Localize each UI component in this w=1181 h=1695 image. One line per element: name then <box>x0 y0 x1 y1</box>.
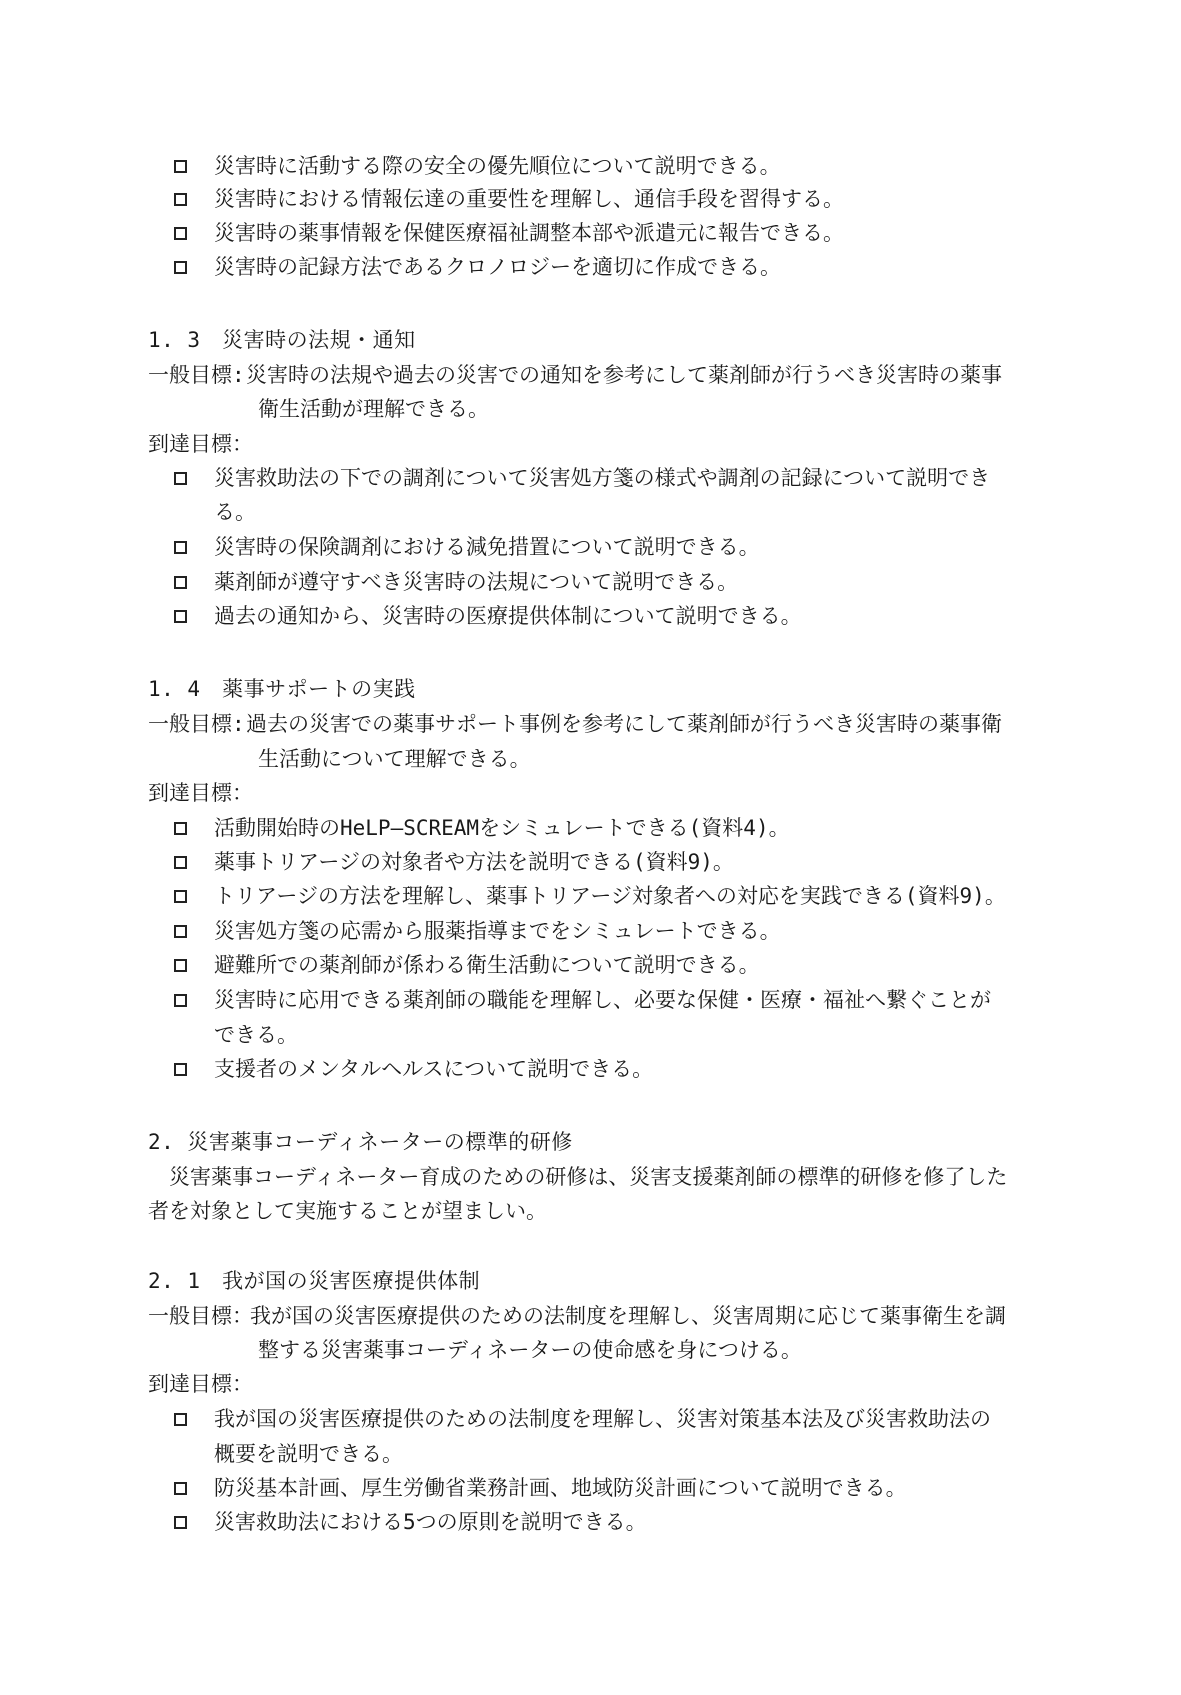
checkbox[interactable] <box>174 160 187 173</box>
section-heading: 1. 4 薬事サポートの実践 <box>148 677 416 701</box>
checkbox[interactable] <box>174 472 187 485</box>
list-item: 我が国の災害医療提供のための法制度を理解し、災害対策基本法及び災害救助法の <box>214 1407 991 1431</box>
list-item: 薬事トリアージの対象者や方法を説明できる(資料9)。 <box>214 850 734 874</box>
checkbox[interactable] <box>174 994 187 1007</box>
target-goal-label: 到達目標： <box>148 781 253 805</box>
list-item: 避難所での薬剤師が係わる衛生活動について説明できる。 <box>214 953 760 977</box>
list-item: 災害時に応用できる薬剤師の職能を理解し、必要な保健・医療・福祉へ繋ぐことが <box>214 988 991 1012</box>
list-item: 防災基本計画、厚生労働省業務計画、地域防災計画について説明できる。 <box>214 1476 907 1500</box>
checkbox[interactable] <box>174 1063 187 1076</box>
general-goal-text: 災害時の法規や過去の災害での通知を参考にして薬剤師が行うべき災害時の薬事 <box>246 363 1002 387</box>
list-item: 災害時に活動する際の安全の優先順位について説明できる。 <box>214 154 781 178</box>
general-goal-text-cont: 衛生活動が理解できる。 <box>258 397 489 421</box>
list-item: 災害時における情報伝達の重要性を理解し、通信手段を習得する。 <box>214 187 844 211</box>
checkbox[interactable] <box>174 890 187 903</box>
list-item: 災害救助法における5つの原則を説明できる。 <box>214 1510 647 1534</box>
target-goal-label: 到達目標： <box>148 1372 253 1396</box>
general-goal-label: 一般目標： <box>148 1304 253 1328</box>
section-heading: 1. 3 災害時の法規・通知 <box>148 328 416 352</box>
list-item-cont: できる。 <box>214 1023 298 1047</box>
general-goal-label: 一般目標: <box>148 363 245 387</box>
list-item: 災害時の保険調剤における減免措置について説明できる。 <box>214 535 760 559</box>
checkbox[interactable] <box>174 822 187 835</box>
checkbox[interactable] <box>174 193 187 206</box>
list-item: 災害処方箋の応需から服薬指導までをシミュレートできる。 <box>214 919 781 943</box>
list-item-cont: る。 <box>214 500 256 524</box>
checkbox[interactable] <box>174 576 187 589</box>
section-heading: 2. 災害薬事コーディネーターの標準的研修 <box>148 1130 573 1154</box>
general-goal-label: 一般目標: <box>148 712 245 736</box>
checkbox[interactable] <box>174 261 187 274</box>
checkbox[interactable] <box>174 1413 187 1426</box>
checkbox[interactable] <box>174 541 187 554</box>
checkbox[interactable] <box>174 856 187 869</box>
paragraph-line: 災害薬事コーディネーター育成のための研修は、災害支援薬剤師の標準的研修を修了した <box>148 1165 1008 1189</box>
list-item: 支援者のメンタルヘルスについて説明できる。 <box>214 1057 654 1081</box>
list-item: トリアージの方法を理解し、薬事トリアージ対象者への対応を実践できる(資料9)。 <box>214 884 1006 908</box>
checkbox[interactable] <box>174 1482 187 1495</box>
list-item-cont: 概要を説明できる。 <box>214 1442 403 1466</box>
checkbox[interactable] <box>174 227 187 240</box>
list-item: 災害時の記録方法であるクロノロジーを適切に作成できる。 <box>214 255 781 279</box>
general-goal-text-cont: 整する災害薬事コーディネーターの使命感を身につける。 <box>258 1338 802 1362</box>
checkbox[interactable] <box>174 959 187 972</box>
list-item: 災害時の薬事情報を保健医療福祉調整本部や派遣元に報告できる。 <box>214 221 844 245</box>
list-item: 過去の通知から、災害時の医療提供体制について説明できる。 <box>214 604 802 628</box>
paragraph-line: 者を対象として実施することが望ましい。 <box>148 1199 547 1223</box>
general-goal-text-cont: 生活動について理解できる。 <box>258 747 531 771</box>
list-item: 活動開始時のHeLP―SCREAMをシミュレートできる(資料4)。 <box>214 816 790 840</box>
target-goal-label: 到達目標： <box>148 432 253 456</box>
list-item: 災害救助法の下での調剤について災害処方箋の様式や調剤の記録について説明でき <box>214 466 991 490</box>
checkbox[interactable] <box>174 1516 187 1529</box>
general-goal-text: 我が国の災害医療提供のための法制度を理解し、災害周期に応じて薬事衛生を調 <box>250 1304 1006 1328</box>
checkbox[interactable] <box>174 610 187 623</box>
section-heading: 2. 1 我が国の災害医療提供体制 <box>148 1269 481 1293</box>
list-item: 薬剤師が遵守すべき災害時の法規について説明できる。 <box>214 570 739 594</box>
checkbox[interactable] <box>174 925 187 938</box>
general-goal-text: 過去の災害での薬事サポート事例を参考にして薬剤師が行うべき災害時の薬事衛 <box>246 712 1002 736</box>
